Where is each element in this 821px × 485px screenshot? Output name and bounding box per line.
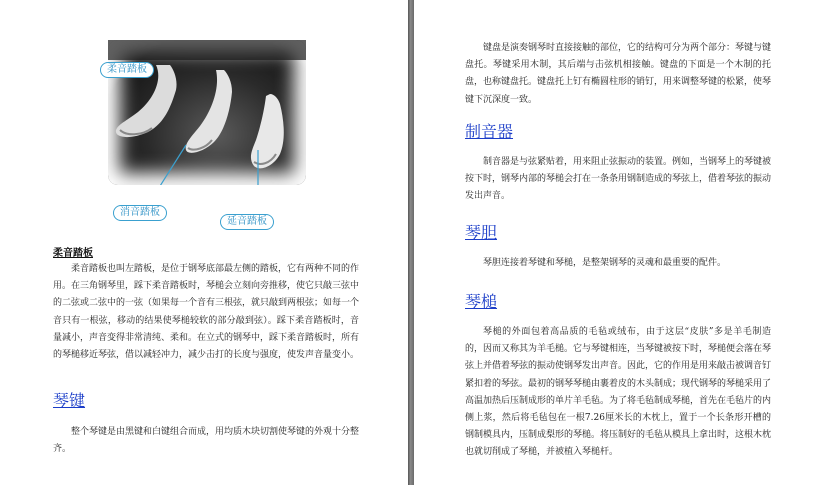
section-heading-keys[interactable]: 琴键 (53, 391, 86, 410)
callout-sustain-pedal: 延音踏板 (220, 214, 274, 230)
paragraph-soft-pedal (53, 261, 359, 364)
paragraph-keys (53, 424, 359, 458)
paragraph-text: 整个琴键是由黑键和白键组合而成，用均质木块切割使琴键的外观十分整齐。 (53, 427, 360, 455)
paragraph-gall (465, 255, 771, 272)
section-heading-damper[interactable]: 制音器 (465, 122, 514, 141)
sub-heading-soft-pedal: 柔音踏板 (53, 248, 93, 259)
section-heading-hammer[interactable]: 琴槌 (465, 292, 498, 311)
paragraph-text: 制音器是与弦紧贴着，用来阻止弦振动的装置。例如，当钢琴上的琴键被按下时，钢琴内部的琴槌会打在一条条用钢制造成的琴弦上，借着琴弦的振动发出声音。 (465, 157, 772, 202)
paragraph-damper (465, 154, 771, 206)
paragraph-text: 琴槌的外面包着高品质的毛毡或绒布，由于这层“皮肤”多是羊毛制造的，因而又称其为羊毛槌。它与琴键相连，当琴键被按下时，琴槌便会落在琴弦上并借着琴弦的振动使钢琴发出声音。因此，它的作用是用来敲击被调音钉紧扣着的琴弦。最初的钢琴琴槌由裹着皮的木头制成；现代钢琴的琴槌采用了高温加热后压制成形的单片羊毛毡。为了将毛毡制成琴槌，首先在毛毡片的内侧上浆，然后将毛毡包在一根7.26厘米长的木枕上，置于一个长条形开槽的钢制模具内，压制成梨形的琴槌。将压制好的毛毡从模具上拿出时，这根木枕也就切削成了琴槌，并被植入琴槌杆。 (465, 327, 772, 458)
paragraph-keyboard (465, 40, 771, 109)
paragraph-hammer (465, 324, 771, 462)
paragraph-text: 柔音踏板也叫左踏板，是位于钢琴底部最左侧的踏板，它有两种不同的作用。在三角钢琴里，踩下柔音踏板时，琴槌会立刻向旁推移，使它只敲三弦中的二弦或二弦中的一弦（如果每一个音有三根弦，就只敲到两根弦；如每一个音只有一根弦，移动的结果使琴槌较软的部分敲到弦）。踩下柔音踏板时，音量减小，声音变得非常清纯、柔和。在立式的钢琴中，踩下柔音踏板时，所有的琴槌移近琴弦，借以减轻冲力，减少击打的长度与强度，使发声音量变小。 (53, 264, 360, 361)
callout-soft-pedal: 柔音踏板 (100, 62, 154, 78)
callout-mute-pedal: 消音踏板 (113, 205, 167, 221)
paragraph-text: 键盘是演奏钢琴时直接接触的部位，它的结构可分为两个部分：琴键与键盘托。琴键采用木制，其后端与击弦机相接触。键盘的下面是一个木制的托盘，也称键盘托。键盘托上钉有椭圆柱形的销钉，用来调整琴键的松紧，使琴键下沉深度一致。 (465, 43, 772, 105)
paragraph-text: 琴胆连接着琴键和琴槌，是整架钢琴的灵魂和最重要的配件。 (483, 258, 727, 268)
section-heading-gall[interactable]: 琴胆 (465, 223, 498, 242)
